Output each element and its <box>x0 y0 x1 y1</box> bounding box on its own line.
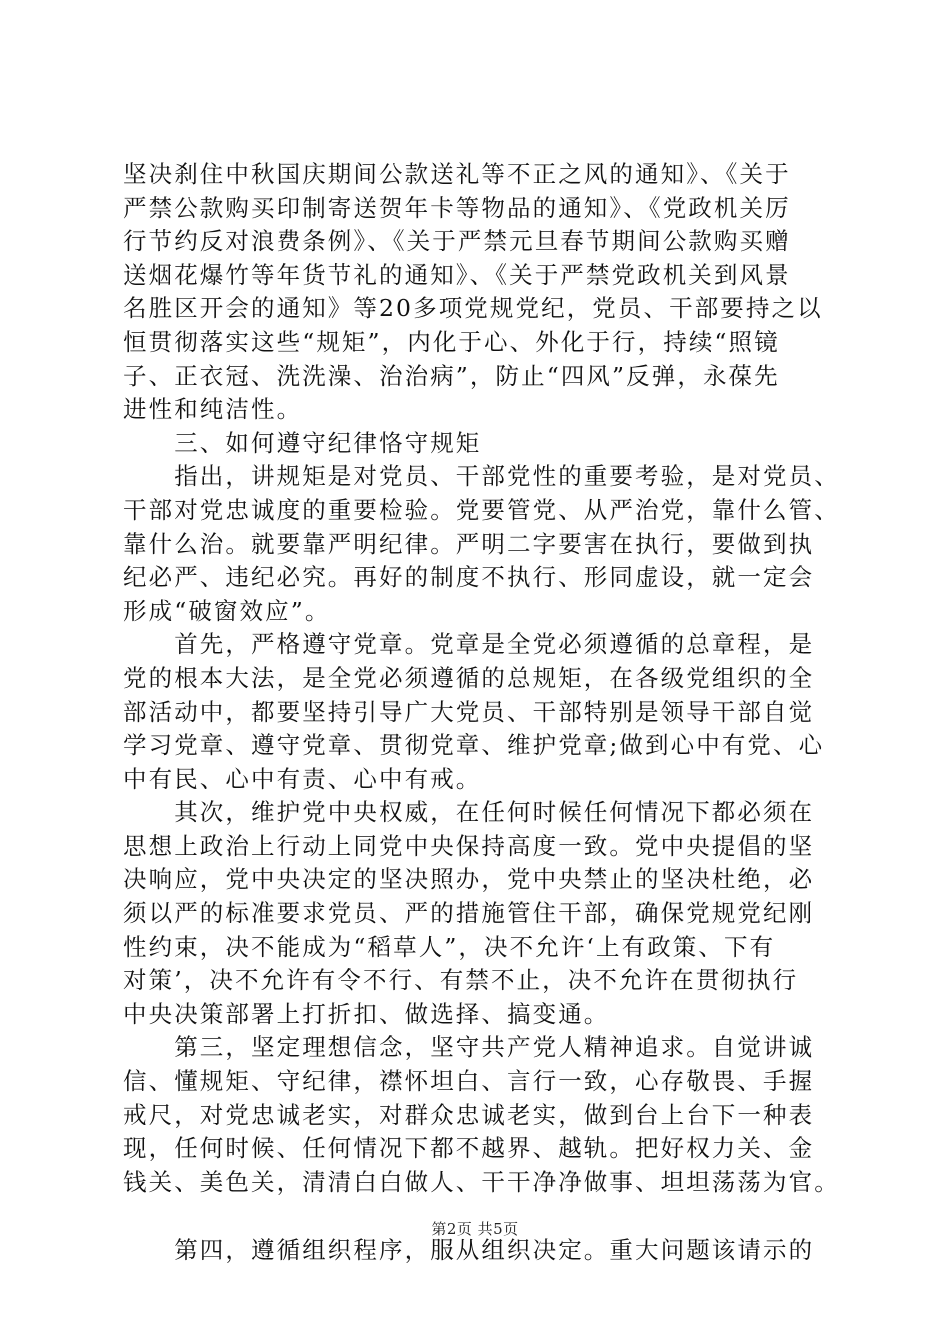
text-line: 第四，遵循组织程序，服从组织决定。重大问题该请示的 <box>123 1236 815 1265</box>
text-line: 名胜区开会的通知》等20多项党规党纪，党员、干部要持之以 <box>123 294 823 323</box>
text-line: 行节约反对浪费条例》、《关于严禁元旦春节期间公款购买赠 <box>123 227 791 256</box>
text-line: 学习党章、遵守党章、贯彻党章、维护党章;做到心中有党、心 <box>123 731 825 760</box>
text-line: 第三，坚定理想信念，坚守共产党人精神追求。自觉讲诚 <box>123 1033 815 1062</box>
text-line: 纪必严、违纪必究。再好的制度不执行、形同虚设，就一定会 <box>123 563 815 592</box>
text-line: 其次，维护党中央权威，在任何时候任何情况下都必须在 <box>123 798 815 827</box>
text-line: 子、正衣冠、洗洗澡、治治病”，防止“四风”反弹，永葆先 <box>123 361 780 390</box>
text-line: 干部对党忠诚度的重要检验。党要管党、从严治党，靠什么管、 <box>123 495 840 524</box>
text-line: 决响应，党中央决定的坚决照办，党中央禁止的坚决杜绝，必 <box>123 865 815 894</box>
text-line: 恒贯彻落实这些“规矩”，内化于心、外化于行，持续“照镜 <box>123 327 780 356</box>
document-body <box>123 158 843 1268</box>
text-line: 现，任何时候、任何情况下都不越界、越轨。把好权力关、金 <box>123 1134 815 1163</box>
text-line: 严禁公款购买印制寄送贺年卡等物品的通知》、《党政机关厉 <box>123 193 791 222</box>
text-line: 党的根本大法，是全党必须遵循的总规矩，在各级党组织的全 <box>123 663 815 692</box>
text-line: 送烟花爆竹等年货节礼的通知》、《关于严禁党政机关到风景 <box>123 260 791 289</box>
page-footer: 第2页 共5页 <box>431 1220 519 1238</box>
text-line: 对策’，决不允许有令不行、有禁不止，决不允许在贯彻执行 <box>123 966 799 995</box>
section-heading: 三、如何遵守纪律恪守规矩 <box>123 428 482 457</box>
text-line: 进性和纯洁性。 <box>123 395 303 424</box>
text-line: 中有民、心中有责、心中有戒。 <box>123 764 482 793</box>
text-line: 部活动中，都要坚持引导广大党员、干部特别是领导干部自觉 <box>123 697 815 726</box>
text-line: 思想上政治上行动上同党中央保持高度一致。党中央提倡的坚 <box>123 831 815 860</box>
text-line: 性约束，决不能成为“稻草人”，决不允许‘上有政策、下有 <box>123 932 776 961</box>
text-line: 形成“破窗效应”。 <box>123 596 331 625</box>
text-line: 信、懂规矩、守纪律，襟怀坦白、言行一致，心存敬畏、手握 <box>123 1067 815 1096</box>
text-line: 指出，讲规矩是对党员、干部党性的重要考验，是对党员、 <box>123 462 840 491</box>
text-line: 靠什么治。就要靠严明纪律。严明二字要害在执行，要做到执 <box>123 529 815 558</box>
text-line: 钱关、美色关，清清白白做人、干干净净做事、坦坦荡荡为官。 <box>123 1167 840 1196</box>
text-line: 坚决刹住中秋国庆期间公款送礼等不正之风的通知》、《关于 <box>123 160 791 188</box>
text-line: 戒尺，对党忠诚老实，对群众忠诚老实，做到台上台下一种表 <box>123 1100 815 1129</box>
text-line: 中央决策部署上打折扣、做选择、搞变通。 <box>123 999 610 1028</box>
text-line: 首先，严格遵守党章。党章是全党必须遵循的总章程，是 <box>123 630 815 659</box>
text-line: 须以严的标准要求党员、严的措施管住干部，确保党规党纪刚 <box>123 899 815 928</box>
